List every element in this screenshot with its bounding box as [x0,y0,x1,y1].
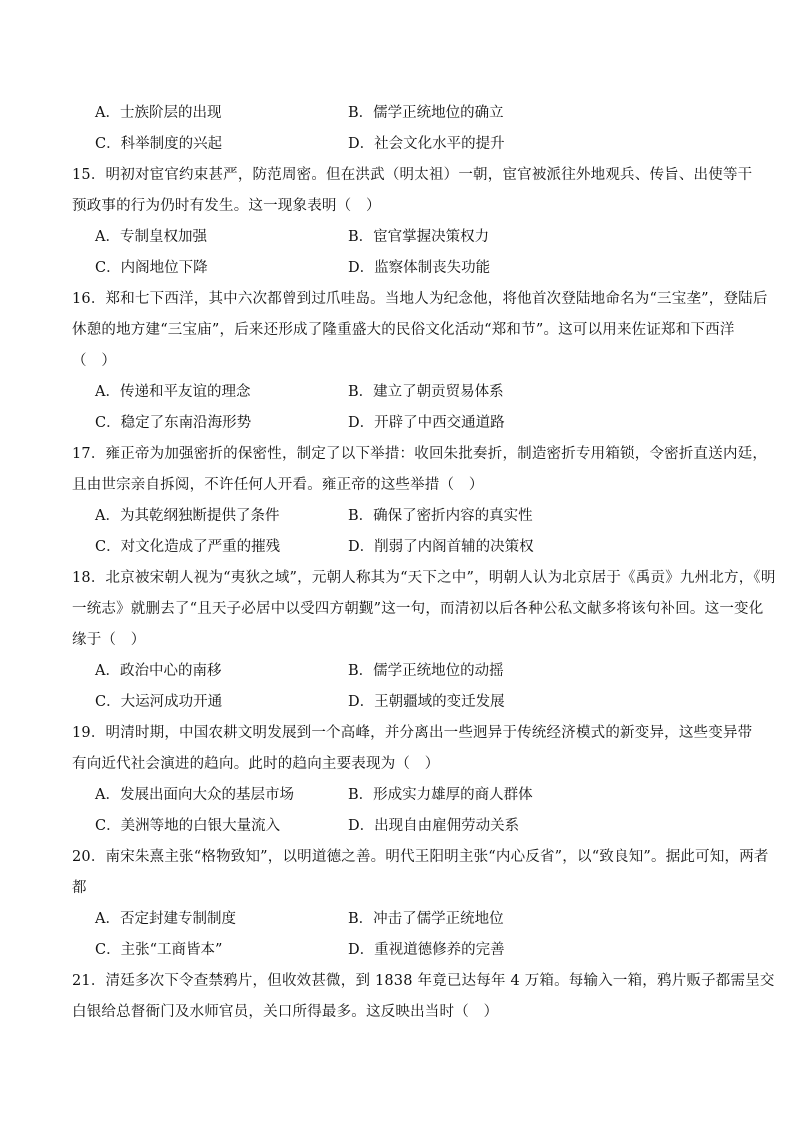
q15-stem-line-1: 15．明初对宦官约束甚严，防范周密。但在洪武（明太祖）一朝，宦官被派往外地观兵、传旨、出使等干 [72,167,753,183]
q16-option-b[interactable]: B．建立了朝贡贸易体系 [348,384,504,400]
q17-options-row-2 [72,532,722,563]
q17-option-b[interactable]: B．确保了密折内容的真实性 [348,508,533,524]
q20-option-b[interactable]: B．冲击了儒学正统地位 [348,911,504,927]
q18-option-d[interactable]: D．王朝疆域的变迁发展 [348,694,505,710]
q20-option-a[interactable]: A．否定封建专制制度 [95,911,236,927]
q16-stem-line-2: 休憩的地方建“三宝庙”，后来还形成了隆重盛大的民俗文化活动“郑和节”。这可以用来佐证郑和下西洋 [72,322,735,338]
q18-options-row-1 [72,656,722,687]
q19-stem-line-1: 19．明清时期，中国农耕文明发展到一个高峰，并分离出一些迥异于传统经济模式的新变异，这些变异带 [72,725,753,741]
q19-option-a[interactable]: A．发展出面向大众的基层市场 [95,787,294,803]
q17-option-c[interactable]: C．对文化造成了严重的摧残 [95,539,281,555]
q15-option-a[interactable]: A．专制皇权加强 [95,229,207,245]
q15-options-row-2 [72,253,722,284]
q17-option-a[interactable]: A．为其乾纲独断提供了条件 [95,508,280,524]
q20-stem-line-1: 20．南宋朱熹主张“格物致知”，以明道德之善。明代王阳明主张“内心反省”，以“致良知”。据此可知，两者 [72,849,769,865]
q20-option-c[interactable]: C．主张“工商皆本” [95,942,223,958]
q17-options-row-1 [72,501,722,532]
q15-option-c[interactable]: C．内阁地位下降 [95,260,208,276]
q21-stem-line-2: 白银给总督衙门及水师官员，关口所得最多。这反映出当时（ ） [72,1004,499,1020]
q19-options-row-2 [72,811,722,842]
q15-options-row-1 [72,222,722,253]
q16-stem-line-1: 16．郑和七下西洋，其中六次都曾到过爪哇岛。当地人为纪念他，将他首次登陆地命名为“三宝垄”，登陆后 [72,291,768,307]
q20-options-row-2 [72,935,722,966]
q15-option-d[interactable]: D．监察体制丧失功能 [348,260,491,276]
q17-stem-line-2: 且由世宗亲自拆阅，不许任何人开看。雍正帝的这些举措（ ） [72,477,484,493]
q18-option-c[interactable]: C．大运河成功开通 [95,694,223,710]
q14-options-row-1 [72,98,722,129]
q21-stem-line-1: 21．清廷多次下令查禁鸦片，但收效甚微，到 1838 年竟已达每年 4 万箱。每输入一箱，鸦片贩子都需呈交 [72,973,775,989]
q16-option-d[interactable]: D．开辟了中西交通道路 [348,415,505,431]
q19-option-d[interactable]: D．出现自由雇佣劳动关系 [348,818,520,834]
q20-options-row-1 [72,904,722,935]
q19-option-c[interactable]: C．美洲等地的白银大量流入 [95,818,281,834]
q18-stem-line-3: 缘于（ ） [72,632,146,648]
q20-option-d[interactable]: D．重视道德修养的完善 [348,942,505,958]
q17-option-d[interactable]: D．削弱了内阁首辅的决策权 [348,539,534,555]
q19-stem-line-2: 有向近代社会演进的趋向。此时的趋向主要表现为（ ） [72,756,440,772]
q14-option-c[interactable]: C．科举制度的兴起 [95,136,223,152]
q18-option-b[interactable]: B．儒学正统地位的动摇 [348,663,504,679]
q14-option-a[interactable]: A．士族阶层的出现 [95,105,222,121]
q19-option-b[interactable]: B．形成实力雄厚的商人群体 [348,787,533,803]
q18-stem-line-1: 18．北京被宋朝人视为“夷狄之域”，元朝人称其为“天下之中”，明朝人认为北京居于《禹贡》九州北方，《明 [72,570,776,586]
q14-option-b[interactable]: B．儒学正统地位的确立 [348,105,504,121]
q18-stem-line-2: 一统志》就删去了“且天子必居中以受四方朝觐”这一句，而清初以后各种公私文献多将该句补回。这一变化 [72,601,764,617]
q17-stem-line-1: 17．雍正帝为加强密折的保密性，制定了以下举措：收回朱批奏折，制造密折专用箱锁，令密折直送内廷， [72,446,768,462]
exam-page [72,98,776,1028]
q16-stem-line-3: （ ） [72,353,117,369]
q18-options-row-2 [72,687,722,718]
q15-option-b[interactable]: B．宦官掌握决策权力 [348,229,490,245]
q18-option-a[interactable]: A．政治中心的南移 [95,663,222,679]
q16-option-c[interactable]: C．稳定了东南沿海形势 [95,415,252,431]
q16-options-row-2 [72,408,722,439]
q14-options-row-2 [72,129,722,160]
q16-options-row-1 [72,377,722,408]
q14-option-d[interactable]: D．社会文化水平的提升 [348,136,505,152]
q19-options-row-1 [72,780,722,811]
q16-option-a[interactable]: A．传递和平友谊的理念 [95,384,251,400]
q15-stem-line-2: 预政事的行为仍时有发生。这一现象表明（ ） [72,198,381,214]
q20-stem-line-2: 都 [72,880,87,896]
